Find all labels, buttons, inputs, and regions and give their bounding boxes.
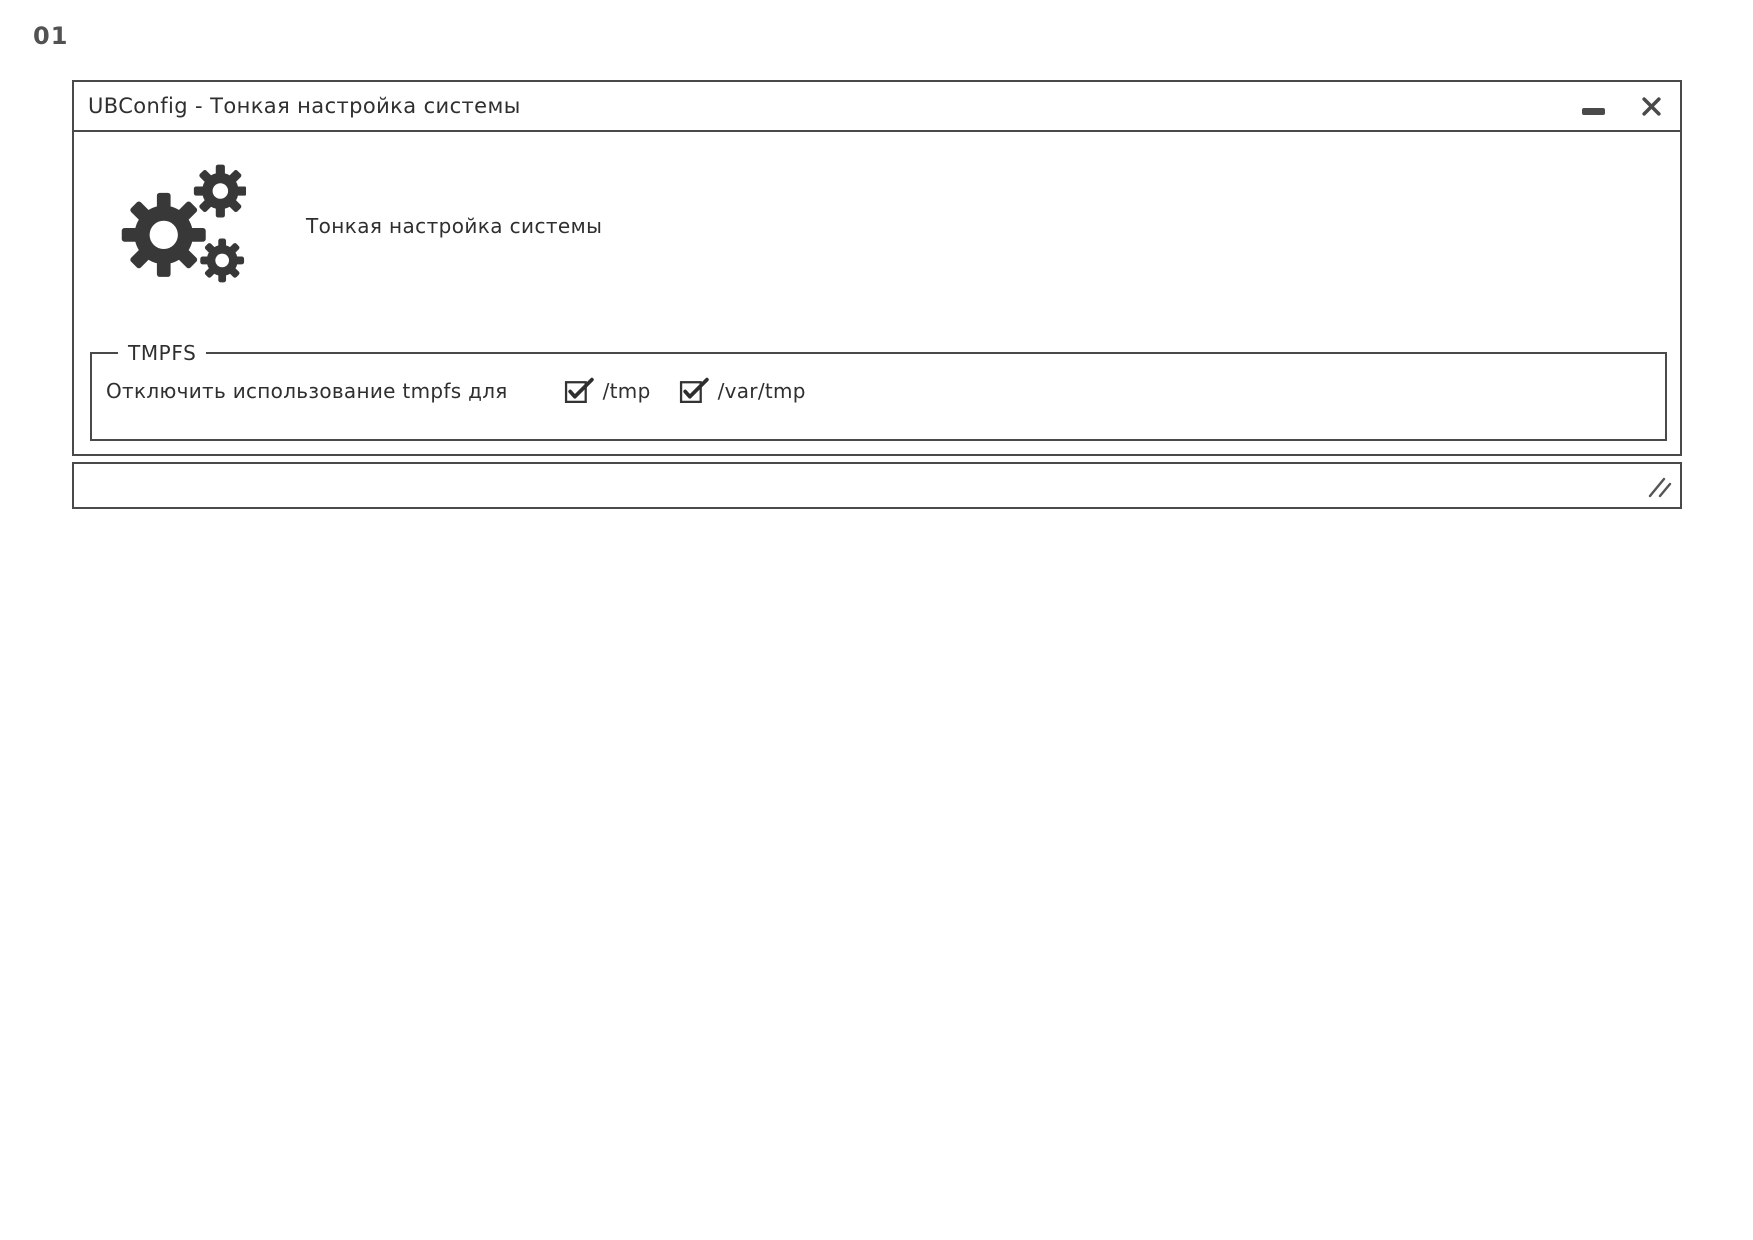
- window-title: UBConfig - Тонкая настройка системы: [88, 94, 521, 118]
- resize-grip-icon[interactable]: [1646, 476, 1672, 502]
- window-titlebar[interactable]: [74, 82, 1680, 132]
- tmpfs-disable-label: Отключить использование tmpfs для: [106, 378, 508, 403]
- checkbox-var-tmp-label: /var/tmp: [717, 378, 806, 403]
- checkbox-tmp-label: /tmp: [602, 378, 651, 403]
- close-icon[interactable]: [1641, 96, 1662, 117]
- ubconfig-window: [72, 80, 1682, 456]
- slide-number: 01: [33, 22, 69, 50]
- checkbox-checked-icon: [564, 377, 595, 404]
- tmpfs-row: [106, 377, 1651, 404]
- window-content: [74, 132, 1680, 454]
- checkbox-var-tmp[interactable]: [679, 377, 806, 404]
- checkbox-checked-icon: [679, 377, 710, 404]
- tmpfs-groupbox-legend: TMPFS: [128, 341, 197, 365]
- minimize-icon[interactable]: [1582, 108, 1605, 115]
- gears-icon: [118, 160, 246, 290]
- window-statusbar: [72, 462, 1682, 509]
- page-title: Тонкая настройка системы: [306, 214, 603, 238]
- tmpfs-groupbox: [90, 341, 1667, 441]
- checkbox-tmp[interactable]: [564, 377, 651, 404]
- window-controls: [1582, 96, 1662, 117]
